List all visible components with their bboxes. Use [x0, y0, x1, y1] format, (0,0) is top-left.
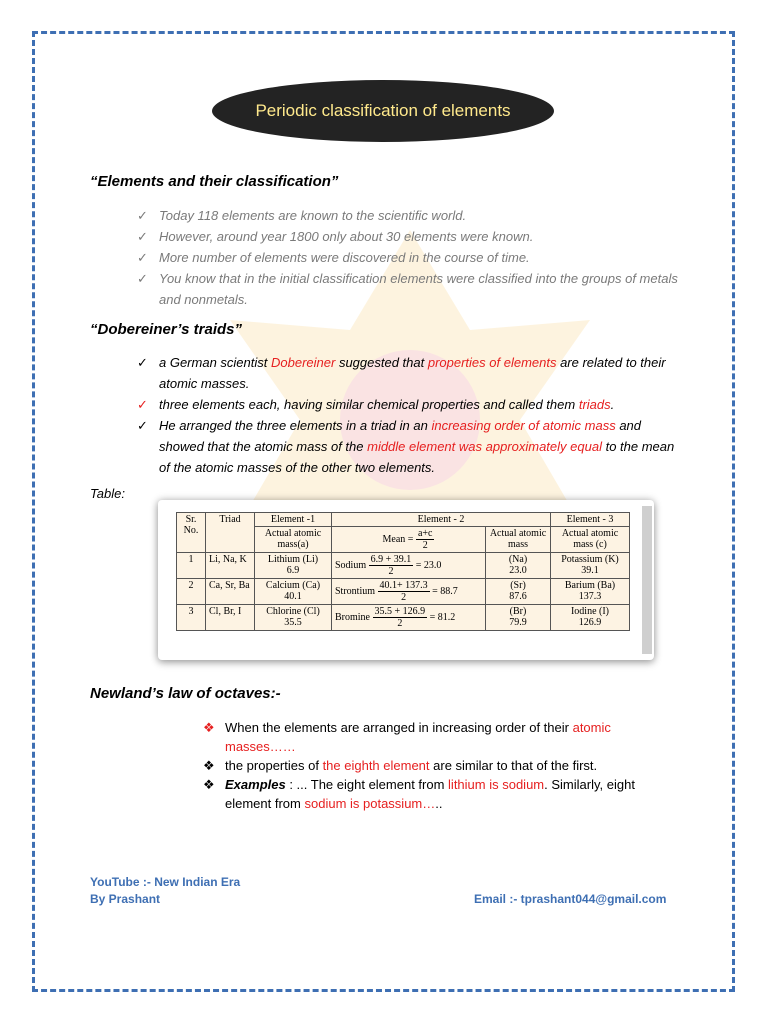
table-row — [177, 579, 630, 605]
classification-list — [137, 205, 697, 310]
check-icon: ✓ — [137, 250, 148, 265]
element-mass: 40.1 — [284, 591, 302, 602]
table-header-row — [177, 513, 630, 527]
cell-sr: 3 — [177, 605, 206, 631]
list-item: ✓ a German scientist Dobereiner suggested that properties of elements are related to their atomic masses. — [137, 352, 677, 394]
check-icon: ✓ — [137, 271, 148, 286]
dobereiner-list — [137, 352, 677, 478]
mean-fraction — [369, 554, 414, 577]
mean-result: = 23.0 — [415, 559, 442, 571]
list-item: ✓ He arranged the three elements in a triad in an increasing order of atomic mass and showed that the atomic mass of the middle element was approximately equal to the mean of the atomic masses of the other two elements. — [137, 415, 677, 478]
element-mass: 137.3 — [578, 591, 602, 602]
element-name: Potassium (K) — [561, 554, 619, 565]
fraction-denominator: 2 — [397, 618, 403, 629]
cell-mean — [332, 605, 486, 631]
section-heading-classification: “Elements and their classification” — [90, 173, 339, 190]
element-name: Bromine — [335, 611, 370, 623]
element-mass: 6.9 — [286, 565, 300, 576]
header-element-2: Element - 2 — [332, 513, 551, 527]
cell-mean — [332, 579, 486, 605]
diamond-bullet-icon: ❖ — [203, 758, 215, 773]
cell-triad: Cl, Br, I — [206, 605, 255, 631]
table-row — [177, 605, 630, 631]
mean-fraction — [373, 606, 428, 629]
cell-mean — [332, 553, 486, 579]
mean-formula — [416, 528, 435, 551]
cell-element-1 — [255, 579, 332, 605]
cell-actual — [486, 579, 551, 605]
footer-youtube: YouTube :- New Indian Era — [90, 875, 241, 889]
cell-element-3 — [551, 553, 630, 579]
cell-triad: Li, Na, K — [206, 553, 255, 579]
cell-element-1 — [255, 605, 332, 631]
cell-sr: 2 — [177, 579, 206, 605]
list-item: ✓ More number of elements were discovered in the course of time. — [137, 247, 697, 268]
mean-result: = 81.2 — [429, 611, 456, 623]
element-name: Barium (Ba) — [564, 580, 616, 591]
element-mass: 39.1 — [581, 565, 599, 576]
formula-numerator: a+c — [417, 528, 433, 539]
list-item: ✓ Today 118 elements are known to the scientific world. — [137, 205, 697, 226]
list-item: ✓ three elements each, having similar chemical properties and called them triads. — [137, 394, 677, 415]
fraction-numerator: 6.9 + 39.1 — [370, 554, 412, 565]
header-actual-mass: Actual atomic mass — [486, 527, 551, 553]
header-element-1: Element -1 — [255, 513, 332, 527]
triads-table — [176, 512, 630, 631]
diamond-bullet-icon: ❖ — [203, 720, 215, 735]
footer-author: By Prashant — [90, 892, 161, 906]
table-row — [177, 553, 630, 579]
header-mean — [332, 527, 486, 553]
header-element-3: Element - 3 — [551, 513, 630, 527]
fraction-numerator: 40.1+ 137.3 — [379, 580, 428, 591]
mean-label: Mean = — [382, 533, 414, 545]
check-icon: ✓ — [137, 355, 148, 370]
header-element-3-mass: Actual atomic mass (c) — [551, 527, 630, 553]
cell-element-3 — [551, 605, 630, 631]
cell-triad: Ca, Sr, Ba — [206, 579, 255, 605]
element-name: Chlorine (Cl) — [266, 606, 320, 617]
element-mass: 126.9 — [578, 617, 602, 628]
header-triad: Triad — [206, 513, 255, 553]
element-name: Lithium (Li) — [267, 554, 319, 565]
cell-sr: 1 — [177, 553, 206, 579]
element-symbol: (Na) — [508, 554, 528, 565]
header-sr: Sr. No. — [177, 513, 206, 553]
list-item: ❖ When the elements are arranged in increasing order of their atomic masses…… — [203, 720, 611, 754]
section-heading-newland: Newland’s law of octaves:- — [90, 685, 281, 702]
page-title: Periodic classification of elements — [212, 80, 554, 142]
list-item: ✓ You know that in the initial classification elements were classified into the groups of metals and nonmetals. — [137, 268, 697, 310]
element-mass: 87.6 — [509, 591, 527, 602]
cell-actual — [486, 605, 551, 631]
cell-element-3 — [551, 579, 630, 605]
element-mass: 23.0 — [509, 565, 527, 576]
element-mass: 79.9 — [509, 617, 527, 628]
check-icon: ✓ — [137, 418, 148, 433]
footer-email: Email :- tprashant044@gmail.com — [474, 892, 667, 906]
element-mass: 35.5 — [284, 617, 302, 628]
element-symbol: (Sr) — [510, 580, 526, 591]
cell-element-1 — [255, 553, 332, 579]
section-heading-dobereiner: “Dobereiner’s traids” — [90, 321, 242, 338]
element-name: Iodine (I) — [570, 606, 610, 617]
formula-denominator: 2 — [422, 540, 428, 551]
diamond-bullet-icon: ❖ — [203, 777, 215, 792]
list-item: ✓ However, around year 1800 only about 30 elements were known. — [137, 226, 697, 247]
mean-fraction — [378, 580, 430, 603]
list-item: ❖ Examples : ... The eight element from lithium is sodium. Similarly, eight element from sodium is potassium….. — [203, 777, 635, 811]
fraction-numerator: 35.5 + 126.9 — [374, 606, 426, 617]
check-icon: ✓ — [137, 397, 148, 412]
element-name: Sodium — [335, 559, 367, 571]
table-label: Table: — [90, 486, 125, 501]
element-name: Calcium (Ca) — [265, 580, 321, 591]
newland-list — [203, 718, 683, 813]
fraction-denominator: 2 — [388, 566, 394, 577]
scroll-shade — [642, 506, 652, 654]
element-symbol: (Br) — [509, 606, 527, 617]
check-icon: ✓ — [137, 208, 148, 223]
list-item: ❖ the properties of the eighth element are similar to that of the first. — [203, 758, 598, 773]
header-element-1-mass: Actual atomic mass(a) — [255, 527, 332, 553]
mean-result: = 88.7 — [432, 585, 458, 597]
triads-table-image — [158, 500, 654, 660]
fraction-denominator: 2 — [401, 592, 407, 603]
cell-actual — [486, 553, 551, 579]
element-name: Strontium — [335, 585, 376, 597]
check-icon: ✓ — [137, 229, 148, 244]
